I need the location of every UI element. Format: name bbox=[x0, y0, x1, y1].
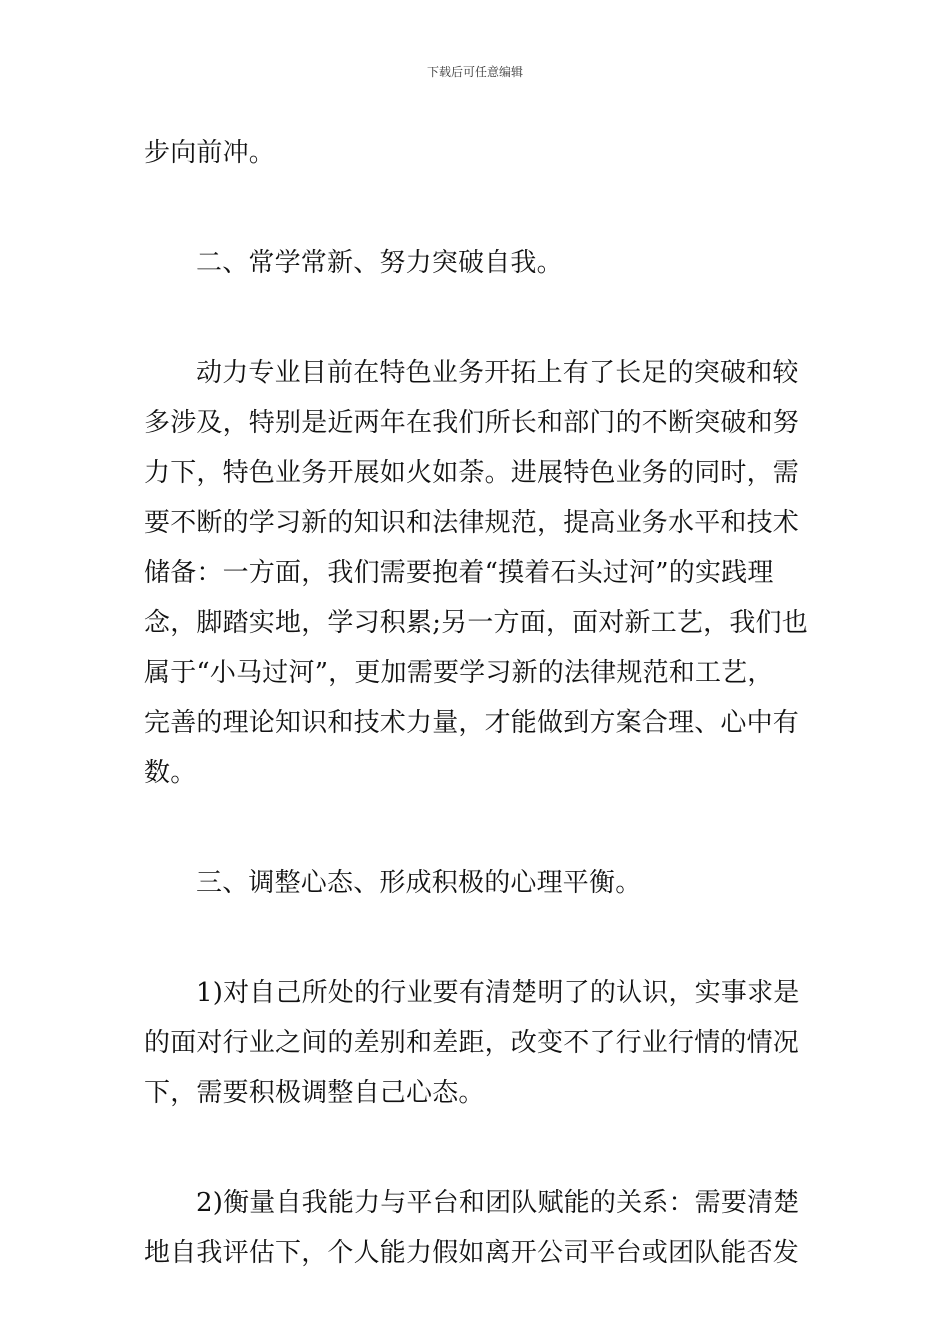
section-heading-2 bbox=[144, 238, 808, 288]
text-line: 1)对自己所处的行业要有清楚明了的认识，实事求是 bbox=[196, 978, 800, 1008]
text-line: 地自我评估下，个人能力假如离开公司平台或团队能否发 bbox=[144, 1238, 800, 1268]
section-heading-3 bbox=[144, 858, 808, 908]
text-line: 储备：一方面，我们需要抱着“摸着石头过河”的实践理 bbox=[144, 558, 774, 588]
paragraph-item-2 bbox=[144, 1178, 808, 1278]
text-line: 数。 bbox=[144, 758, 197, 788]
text-line: 属于“小马过河”，更加需要学习新的法律规范和工艺， bbox=[144, 658, 774, 688]
paragraph-professional-growth bbox=[144, 348, 808, 798]
text-line: 的面对行业之间的差别和差距，改变不了行业行情的情况 bbox=[144, 1028, 800, 1058]
text-line: 多涉及，特别是近两年在我们所长和部门的不断突破和努 bbox=[144, 408, 800, 438]
text-line: 动力专业目前在特色业务开拓上有了长足的突破和较 bbox=[196, 358, 799, 388]
text-line: 步向前冲。 bbox=[144, 138, 276, 168]
heading-text: 二、常学常新、努力突破自我。 bbox=[196, 248, 563, 278]
paragraph-item-1 bbox=[144, 968, 808, 1118]
heading-text: 三、调整心态、形成积极的心理平衡。 bbox=[196, 868, 642, 898]
document-body bbox=[144, 128, 808, 1278]
text-line: 2)衡量自我能力与平台和团队赋能的关系：需要清楚 bbox=[196, 1188, 800, 1218]
page-header: 下载后可任意编辑 bbox=[426, 65, 523, 79]
text-line: 完善的理论知识和技术力量，才能做到方案合理、心中有 bbox=[144, 708, 800, 738]
text-line: 要不断的学习新的知识和法律规范，提高业务水平和技术 bbox=[144, 508, 800, 538]
text-line: 下，需要积极调整自己心态。 bbox=[144, 1078, 485, 1108]
text-line: 念，脚踏实地，学习积累;另一方面，面对新工艺，我们也 bbox=[144, 608, 808, 638]
paragraph-continuation bbox=[144, 128, 808, 178]
text-line: 力下，特色业务开展如火如荼。进展特色业务的同时，需 bbox=[144, 458, 800, 488]
